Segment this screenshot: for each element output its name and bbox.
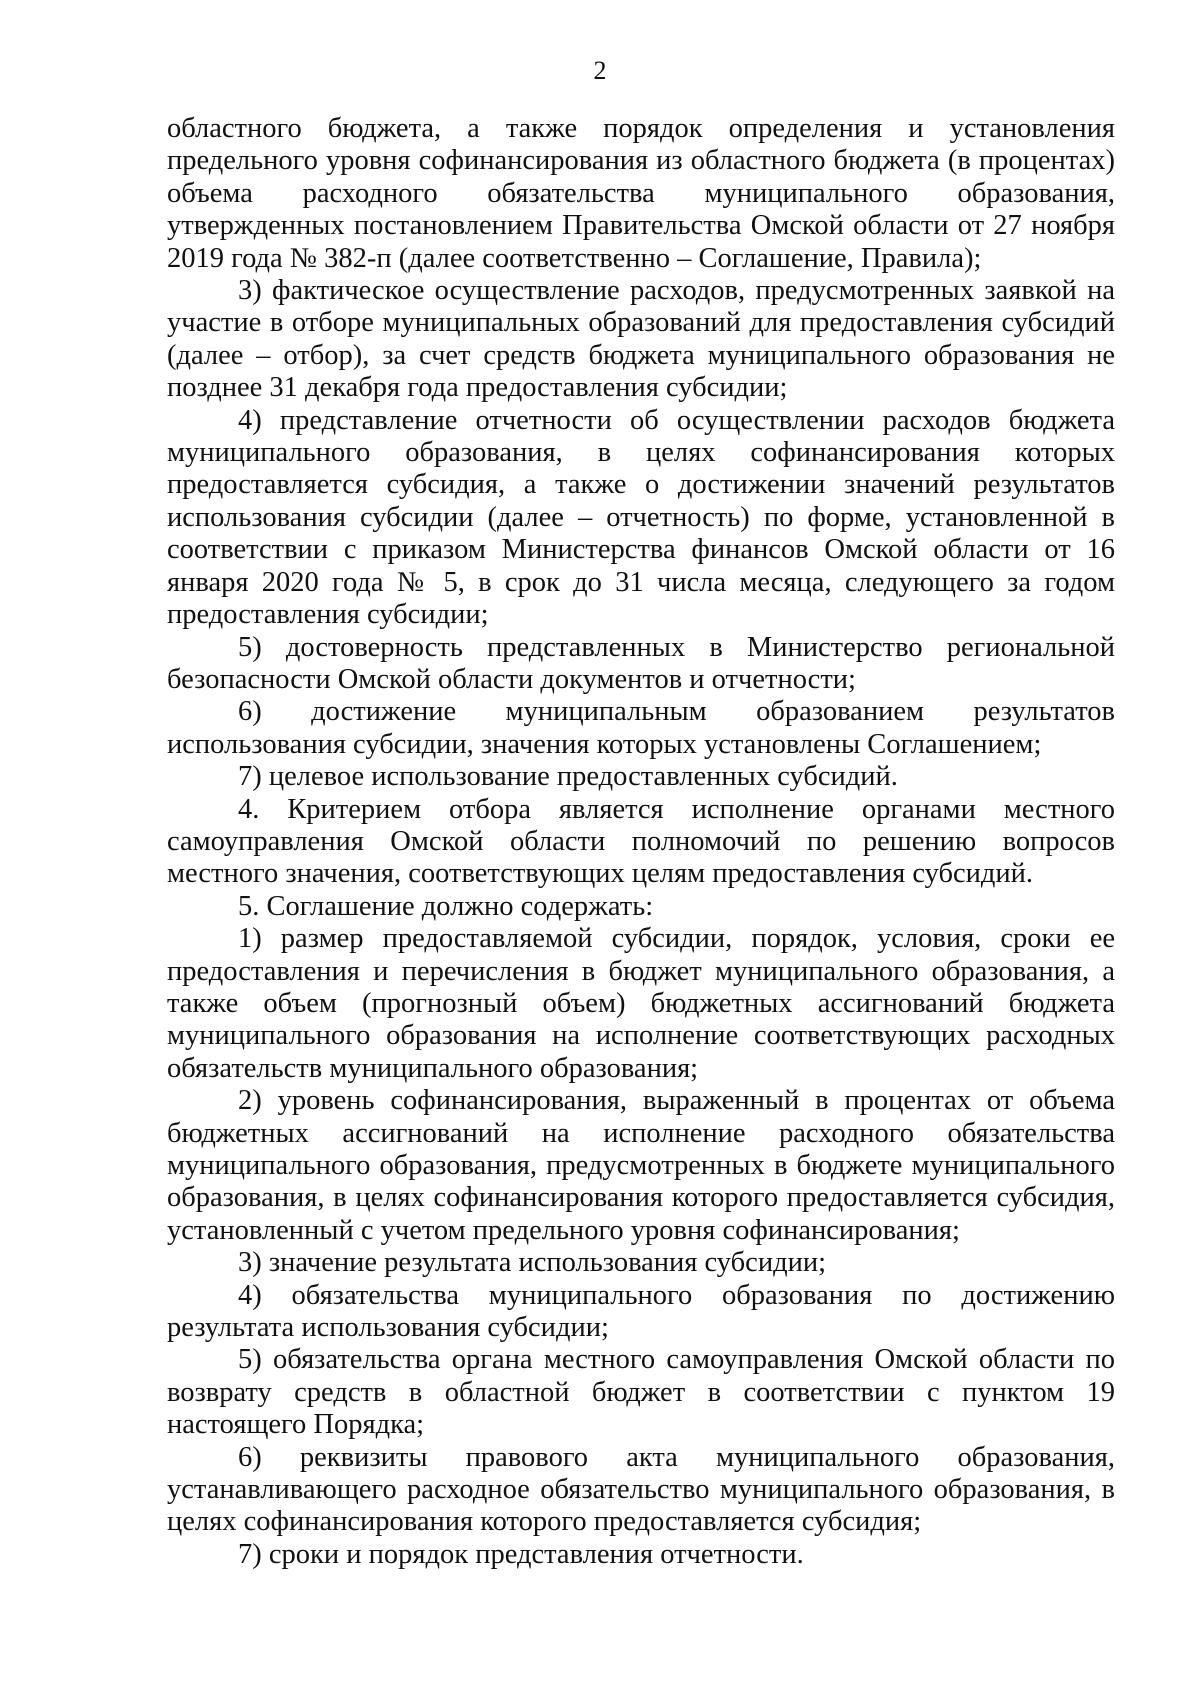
paragraph-item-4: 4) представление отчетности об осуществлении расходов бюджета муниципального образования, в целях софинансирования которых предоставляется субсидия, а также о достижении значений результатов использования субсидии (далее – отчетность) по форме, установленной в соответствии с приказом Министерства финансов Омской области от 16 января 2020 года № 5, в срок до 31 числа месяца, следующего за годом предоставления субсидии; — [167, 404, 1115, 631]
paragraph-agreement-item-3: 3) значение результата использования субсидии; — [238, 1247, 827, 1279]
paragraph-section-5: 5. Соглашение должно содержать: — [238, 890, 654, 922]
paragraph-item-5: 5) достоверность представленных в Министерство региональной безопасности Омской области документов и отчетности; — [167, 631, 1115, 695]
page-number: 2 — [593, 56, 607, 85]
document-body — [167, 113, 1115, 1571]
paragraph-agreement-item-4: 4) обязательства муниципального образования по достижению результата использования субсидии; — [167, 1279, 1115, 1344]
paragraph-agreement-item-6: 6) реквизиты правового акта муниципального образования, устанавливающего расходное обязательство муниципального образования, в целях софинансирования которого предоставляется субсидия; — [167, 1441, 1115, 1538]
paragraph-agreement-item-7: 7) сроки и порядок представления отчетности. — [238, 1538, 804, 1570]
paragraph-item-3: 3) фактическое осуществление расходов, предусмотренных заявкой на участие в отборе муниципальных образований для предоставления субсидий (далее – отбор), за счет средств бюджета муниципального образования не позднее 31 декабря года предоставления субсидии; — [167, 275, 1115, 404]
paragraph-section-4: 4. Критерием отбора является исполнение органами местного самоуправления Омской области полномочий по решению вопросов местного значения, соответствующих целям предоставления субсидий. — [167, 793, 1115, 890]
paragraph-item-7: 7) целевое использование предоставленных субсидий. — [238, 761, 898, 793]
paragraph-agreement-item-1: 1) размер предоставляемой субсидии, порядок, условия, сроки ее предоставления и перечисления в бюджет муниципального образования, а также объем (прогнозный объем) бюджетных ассигнований бюджета муниципального образования на исполнение соответствующих расходных обязательств муниципального образования; — [167, 923, 1115, 1084]
paragraph-agreement-item-2: 2) уровень софинансирования, выраженный в процентах от объема бюджетных ассигнований на исполнение расходного обязательства муниципального образования, предусмотренных в бюджете муниципального образования, в целях софинансирования которого предоставляется субсидия, установленный с учетом предельного уровня софинансирования; — [167, 1085, 1115, 1246]
paragraph-item-6: 6) достижение муниципальным образованием результатов использования субсидии, значения которых установлены Соглашением; — [167, 696, 1115, 760]
paragraph-agreement-item-5: 5) обязательства органа местного самоуправления Омской области по возврату средств в областной бюджет в соответствии с пунктом 19 настоящего Порядка; — [167, 1344, 1115, 1441]
paragraph-continuation: областного бюджета, а также порядок определения и установления предельного уровня софинансирования из областного бюджета (в процентах) объема расходного обязательства муниципального образования, утвержденных постановлением Правительства Омской области от 27 ноября 2019 года № 382-п (далее соответственно – Соглашение, Правила); — [167, 113, 1115, 274]
